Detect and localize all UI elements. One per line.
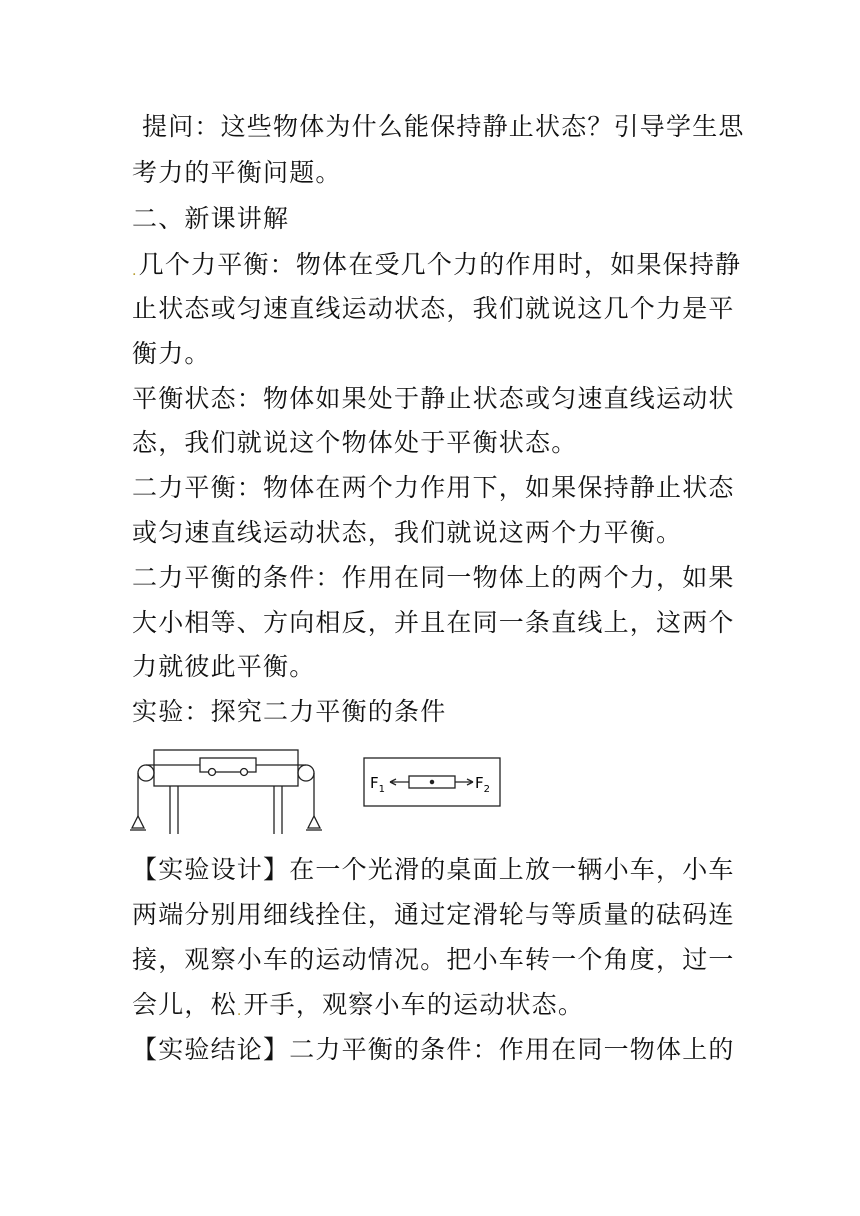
weight-right [308, 816, 320, 828]
experiment-title: 实验：探究二力平衡的条件 [132, 697, 447, 726]
experiment-design-line-2: 两端分别用细线拴住，通过定滑轮与等质量的砝码连 [132, 900, 735, 929]
definition-two-force-balance-line-1: 二力平衡：物体在两个力作用下，如果保持静止状态 [132, 473, 735, 502]
experiment-figure [128, 744, 508, 840]
marker-dot: . [132, 263, 138, 279]
definition-equilibrium-line-1: 平衡状态：物体如果处于静止状态或匀速直线运动状 [132, 384, 735, 413]
force-label-f2: $F_2$ [475, 774, 491, 795]
cart-wheel-left [209, 769, 216, 776]
definition-multi-force-balance-line-3: 衡力。 [132, 339, 211, 368]
condition-line-2: 大小相等、方向相反，并且在同一条直线上，这两个 [132, 608, 735, 637]
condition-line-3: 力就彼此平衡。 [132, 652, 316, 681]
experiment-conclusion-line-1: 【实验结论】二力平衡的条件：作用在同一物体上的 [132, 1035, 735, 1064]
definition-multi-force-balance-line-2: 止状态或匀速直线运动状态，我们就说这几个力是平 [132, 294, 735, 323]
weight-left [132, 816, 144, 828]
marker-dot: . [236, 1003, 243, 1019]
definition-multi-force-balance-line-1: .几个力平衡：物体在受几个力的作用时，如果保持静 [132, 250, 742, 279]
paragraph-question-line-2: 考力的平衡问题。 [132, 158, 342, 187]
section-heading-new-lesson: 二、新课讲解 [132, 204, 290, 233]
force-label-f1: $F_1$ [370, 774, 386, 795]
experiment-diagram [128, 744, 508, 840]
experiment-design-line-4: 会儿，松.开手，观察小车的运动状态。 [132, 990, 585, 1019]
table-top [154, 750, 298, 786]
pulley-right [298, 765, 314, 781]
condition-line-1: 二力平衡的条件：作用在同一物体上的两个力，如果 [132, 563, 735, 592]
experiment-design-line-1: 【实验设计】在一个光滑的桌面上放一辆小车，小车 [132, 855, 735, 884]
definition-two-force-balance-line-2: 或匀速直线运动状态，我们就说这两个力平衡。 [132, 518, 683, 547]
cart [200, 758, 256, 772]
cart-wheel-right [241, 769, 248, 776]
definition-equilibrium-line-2: 态，我们就说这个物体处于平衡状态。 [132, 428, 578, 457]
paragraph-question-line-1: 提问：这些物体为什么能保持静止状态？引导学生思 [142, 112, 745, 141]
pulley-left [138, 765, 154, 781]
experiment-design-line-3: 接，观察小车的运动情况。把小车转一个角度，过一 [132, 945, 735, 974]
